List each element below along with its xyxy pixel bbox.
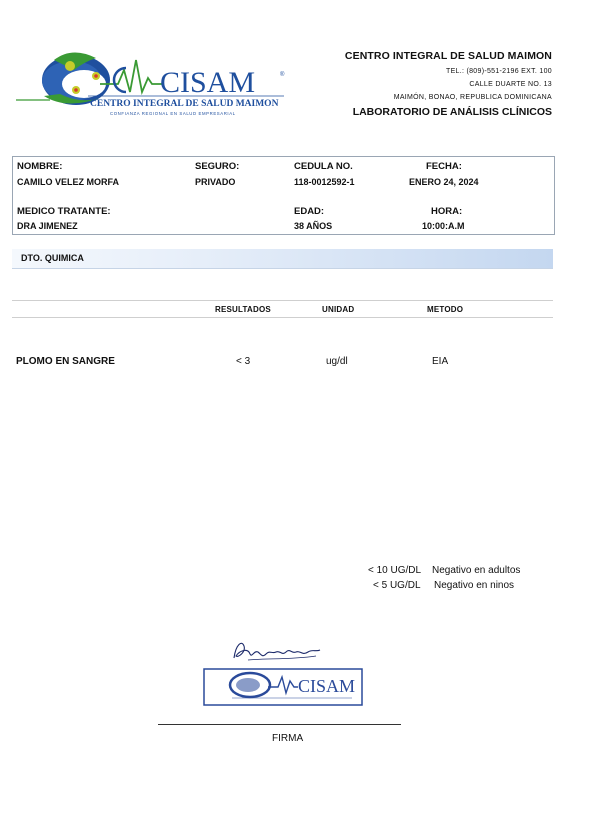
clinic-street: CALLE DUARTE NO. 13 (469, 81, 552, 88)
hora-label: HORA: (431, 206, 463, 217)
fecha-value: ENERO 24, 2024 (409, 177, 479, 187)
logo-graphic (14, 48, 294, 128)
cedula-value: 118-0012592-1 (294, 177, 355, 187)
col-metodo: METODO (427, 305, 464, 314)
firma-label: FIRMA (272, 733, 304, 744)
logo-wordmark: CISAM (160, 66, 256, 99)
clinic-info (345, 50, 552, 118)
fecha-label: FECHA: (426, 161, 462, 172)
col-resultados: RESULTADOS (215, 305, 271, 314)
cedula-label: CEDULA NO. (294, 161, 353, 172)
seguro-value: PRIVADO (195, 177, 236, 187)
edad-value: 38 AÑOS (294, 221, 333, 231)
test-result: < 3 (236, 356, 251, 367)
ref-note: Negativo en ninos (434, 580, 515, 591)
header-rule-bottom (12, 317, 553, 318)
department-bar (12, 249, 553, 269)
ref-range: < 5 UG/DL (373, 580, 421, 591)
clinic-phone: TEL.: (809)-551-2196 EXT. 100 (446, 68, 552, 75)
test-method: EIA (432, 356, 449, 367)
signature-line (158, 724, 401, 725)
logo-tagline: CONFIANZA REGIONAL EN SALUD EMPRESARIAL (110, 111, 236, 116)
medico-label: MEDICO TRATANTE: (17, 206, 111, 217)
col-unidad: UNIDAD (322, 305, 355, 314)
test-unit: ug/dl (326, 356, 348, 367)
svg-text:®: ® (280, 72, 285, 78)
clinic-logo (14, 48, 294, 128)
handwritten-signature (228, 636, 328, 664)
header-rule-top (12, 300, 553, 301)
clinic-city: MAIMÓN, BONAO, REPUBLICA DOMINICANA (393, 94, 552, 101)
clinic-name: CENTRO INTEGRAL DE SALUD MAIMON (344, 50, 552, 62)
medico-value: DRA JIMENEZ (17, 221, 78, 231)
department-label: DTO. QUIMICA (21, 253, 84, 263)
logo-subtitle: CENTRO INTEGRAL DE SALUD MAIMON (90, 99, 279, 109)
ref-note: Negativo en adultos (432, 565, 521, 576)
ref-range: < 10 UG/DL (368, 565, 422, 576)
patient-info-box (12, 156, 555, 235)
clinic-stamp (202, 667, 364, 707)
seguro-label: SEGURO: (195, 161, 240, 172)
stamp-wordmark: CISAM (298, 676, 356, 696)
lab-title: LABORATORIO DE ANÁLISIS CLÍNICOS (352, 106, 552, 118)
nombre-label: NOMBRE: (17, 161, 63, 172)
edad-label: EDAD: (294, 206, 325, 217)
nombre-value: CAMILO VELEZ MORFA (17, 177, 119, 187)
test-name: PLOMO EN SANGRE (16, 356, 115, 367)
hora-value: 10:00:A.M (422, 221, 465, 231)
